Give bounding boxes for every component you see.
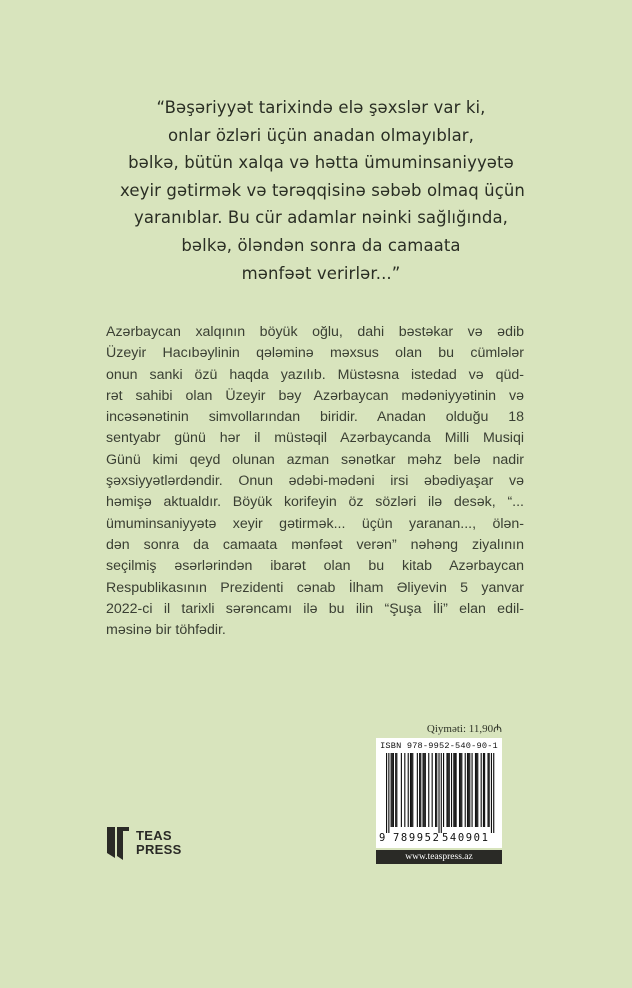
barcode-bar: [420, 753, 421, 827]
barcode-bar: [483, 753, 484, 827]
publisher-name-line2: PRESS: [136, 842, 182, 857]
barcode-bar: [484, 753, 485, 827]
publisher-website: www.teaspress.az: [376, 850, 502, 864]
price-label: Qiyməti: 11,90₼: [426, 723, 502, 735]
barcode-bar: [412, 753, 413, 827]
paragraph-line: 2022-ci il tarixli sərəncamı ilə bu ilin “Şuşa İli” elan edil-: [106, 600, 524, 617]
barcode-bar: [425, 753, 426, 827]
quote-block: [120, 94, 525, 287]
book-logo-icon: [106, 825, 130, 861]
barcode-bar: [465, 753, 466, 827]
barcode-bar: [461, 753, 462, 827]
paragraph-line: sentyabr günü hər il müstəqil Azərbaycanda Milli Musiqi: [106, 430, 524, 447]
barcode-bar: [419, 753, 420, 827]
paragraph-line: Respublikasının Prezidenti cənab İlham Əliyevin 5 yanvar: [106, 579, 524, 596]
paragraph-line: ümuminsaniyyətə xeyir gətirmək... üçün yaranan..., ölən-: [106, 515, 524, 532]
barcode-bar: [487, 753, 488, 827]
barcode-bar: [448, 753, 449, 827]
barcode-bar: [441, 753, 442, 833]
barcode-bar: [392, 753, 393, 827]
paragraph-line: şəxsiyyətlərdəndir. Onun ədəbi-mədəni irsi əbədiyaşar və: [106, 473, 524, 490]
barcode-bar: [472, 753, 473, 827]
isbn-number: ISBN 978-9952-540-90-1: [380, 741, 498, 751]
barcode-bar: [476, 753, 477, 827]
barcode-bar: [424, 753, 425, 827]
paragraph-line: incəsənətinin simvollarından biridir. Anadan olduğu 18: [106, 409, 524, 426]
quote-line: yaranıblar. Bu cür adamlar nəinki sağlığında,: [133, 208, 509, 228]
barcode-bar: [491, 753, 492, 833]
barcode-bar: [435, 753, 436, 827]
barcode-bar: [417, 753, 418, 827]
paragraph-line: Azərbaycan xalqının böyük oğlu, dahi bəstəkar və ədib: [106, 324, 524, 340]
barcode-bar: [475, 753, 476, 827]
barcode-bar: [481, 753, 482, 827]
barcode-bar: [454, 753, 455, 827]
barcode-bar: [477, 753, 478, 827]
barcode-bar: [468, 753, 469, 827]
quote-line: onlar özləri üçün anadan olmayıblar,: [167, 125, 475, 145]
barcode-bar: [411, 753, 412, 827]
barcode-bar: [449, 753, 450, 827]
barcode-bar: [393, 753, 394, 827]
barcode-bar: [451, 753, 452, 827]
description-paragraph: [106, 322, 524, 641]
barcode-bar: [408, 753, 409, 827]
barcode-digits-right: 540901: [442, 832, 490, 844]
barcode-bar: [422, 753, 423, 827]
barcode-bar: [438, 753, 439, 833]
barcode-bar: [391, 753, 392, 827]
barcode-bars: [380, 753, 498, 833]
barcode-bar: [401, 753, 402, 827]
isbn-barcode: [376, 738, 502, 848]
barcode-bar: [469, 753, 470, 827]
paragraph-line: dən sonra da camaata mənfəət verən” nəhəng ziyalının: [106, 536, 524, 553]
paragraph-line: rət sahibi olan Üzeyir bəy Azərbaycan mədəniyyətinin və: [106, 387, 524, 404]
barcode-bar: [443, 753, 444, 827]
publisher-name-line1: TEAS: [136, 828, 172, 843]
barcode-bar: [456, 753, 457, 827]
barcode-bar: [428, 753, 429, 827]
paragraph-line: məsinə bir töhfədir.: [106, 622, 226, 639]
barcode-bar: [410, 753, 411, 827]
barcode-bar: [493, 753, 494, 833]
paragraph-line: seçilmiş əsərlərindən ibarət olan bu kitab Azərbaycan: [106, 558, 524, 575]
barcode-bar: [459, 753, 460, 827]
barcode-bar: [467, 753, 468, 827]
publisher-logo: [106, 825, 216, 865]
barcode-bar: [453, 753, 454, 827]
barcode-digits-left: 789952: [393, 832, 441, 844]
paragraph-line: onun sanki özü haqda yazılıb. Müstəsna istedad və qüd-: [106, 366, 524, 383]
quote-line: bəlkə, bütün xalqa və hətta ümuminsaniyyətə: [128, 153, 514, 173]
quote-line: xeyir gətirmək və tərəqqisinə səbəb olmaq üçün: [120, 180, 525, 200]
barcode-bar: [395, 753, 396, 827]
barcode-digit-first: 9: [379, 832, 386, 844]
publisher-name: [136, 829, 182, 857]
paragraph-line: Günü kimi qeyd olunan azman sənətkar məhz belə nadir: [106, 451, 524, 468]
barcode-bar: [404, 753, 405, 827]
paragraph-line: həmişə aktualdır. Böyük korifeyin öz sözləri ilə desək, “...: [106, 494, 524, 511]
barcode-bar: [396, 753, 397, 827]
barcode-bar: [386, 753, 387, 833]
barcode-bar: [388, 753, 389, 833]
barcode-bar: [460, 753, 461, 827]
barcode-bar: [446, 753, 447, 827]
quote-line: bəlkə, öləndən sonra da camaata: [181, 235, 461, 255]
quote-line: “Bəşəriyyət tarixində elə şəxslər var ki,: [156, 98, 486, 117]
barcode-bar: [432, 753, 433, 827]
barcode-bar: [489, 753, 490, 827]
quote-line: mənfəət verirlər...”: [241, 263, 401, 283]
barcode-bar: [436, 753, 437, 827]
paragraph-line: Üzeyir Hacıbəylinin qələminə məxsus olan bu cümlələr: [106, 345, 524, 362]
